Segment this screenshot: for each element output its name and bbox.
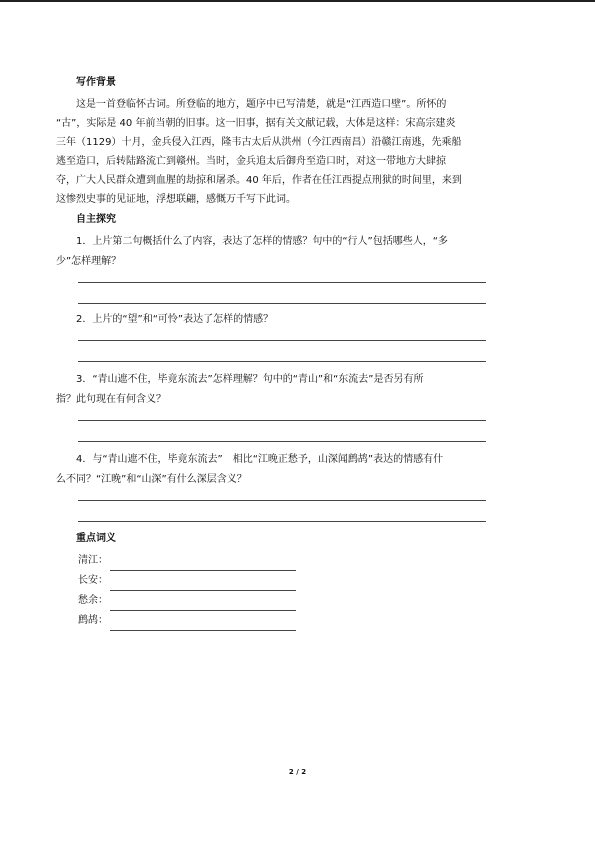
worksheet-page bbox=[56, 76, 546, 631]
vocab-item bbox=[78, 571, 546, 591]
vocab-item bbox=[78, 611, 546, 631]
question-text: 2．上片的“望”和“可怜”表达了怎样的情感？ bbox=[76, 314, 274, 325]
question-text: 指？此句现在有何含义？ bbox=[56, 394, 166, 405]
answer-line[interactable] bbox=[78, 282, 486, 283]
background-paragraph bbox=[56, 95, 546, 209]
vocab-term: 长安： bbox=[78, 575, 108, 586]
answer-line[interactable] bbox=[78, 441, 486, 442]
background-line: 这惨烈史事的见证地，浮想联翩，感慨万千写下此词。 bbox=[56, 194, 296, 205]
question-text: 3．“青山遮不住，毕竟东流去”怎样理解？句中的“青山”和“东流去”是否另有所 bbox=[76, 374, 424, 385]
vocab-answer-line[interactable] bbox=[110, 618, 296, 631]
answer-line[interactable] bbox=[78, 361, 486, 362]
inquiry-heading: 自主探究 bbox=[76, 214, 116, 225]
question-3 bbox=[56, 370, 546, 410]
question-text: 少”怎样理解？ bbox=[56, 256, 122, 267]
vocab-answer-line[interactable] bbox=[110, 558, 296, 571]
vocab-item bbox=[78, 551, 546, 571]
answer-line[interactable] bbox=[78, 500, 486, 501]
vocab-answer-line[interactable] bbox=[110, 598, 296, 611]
background-line: 夺，广大人民群众遭到血腥的劫掠和屠杀。40 年后，作者在任江西提点刑狱的时间里，来到 bbox=[56, 175, 462, 186]
question-text: 4．与“青山遮不住，毕竟东流去” 相比“江晚正愁予，山深闻鹧鸪”表达的情感有什 bbox=[76, 454, 444, 465]
question-1 bbox=[56, 232, 546, 272]
background-line: 逃至造口，后转陆路流亡到赣州。当时，金兵追太后御舟至造口时，对这一带地方大肆掠 bbox=[56, 156, 446, 167]
top-border-rule bbox=[0, 0, 595, 2]
question-text: 么不同？“江晚”和“山深”有什么深层含义？ bbox=[56, 474, 247, 485]
vocab-term: 清江： bbox=[78, 555, 108, 566]
background-heading: 写作背景 bbox=[76, 77, 116, 88]
vocab-heading: 重点词义 bbox=[76, 533, 116, 544]
background-line: 这是一首登临怀古词。所登临的地方，题序中已写清楚，就是“江西造口壁”。所怀的 bbox=[76, 99, 447, 110]
vocab-term: 愁余： bbox=[78, 595, 108, 606]
answer-line[interactable] bbox=[78, 521, 486, 522]
answer-line[interactable] bbox=[78, 303, 486, 304]
question-text: 1．上片第二句概括什么了内容，表达了怎样的情感？句中的“行人”包括哪些人，“多 bbox=[76, 236, 448, 247]
background-line: “古”，实际是 40 年前当朝的旧事。这一旧事，据有关文献记载，大体是这样：宋高宗建炎 bbox=[56, 118, 456, 129]
vocab-answer-line[interactable] bbox=[110, 578, 296, 591]
answer-line[interactable] bbox=[78, 420, 486, 421]
question-2 bbox=[56, 310, 546, 330]
vocab-term: 鹧鸪： bbox=[78, 615, 108, 626]
answer-line[interactable] bbox=[78, 340, 486, 341]
question-4 bbox=[56, 450, 546, 490]
background-line: 三年（1129）十月，金兵侵入江西，隆韦古太后从洪州（今江西南昌）沿赣江南逃，先乘船 bbox=[56, 137, 462, 148]
page-number: 2 / 2 bbox=[288, 768, 307, 776]
vocab-item bbox=[78, 591, 546, 611]
